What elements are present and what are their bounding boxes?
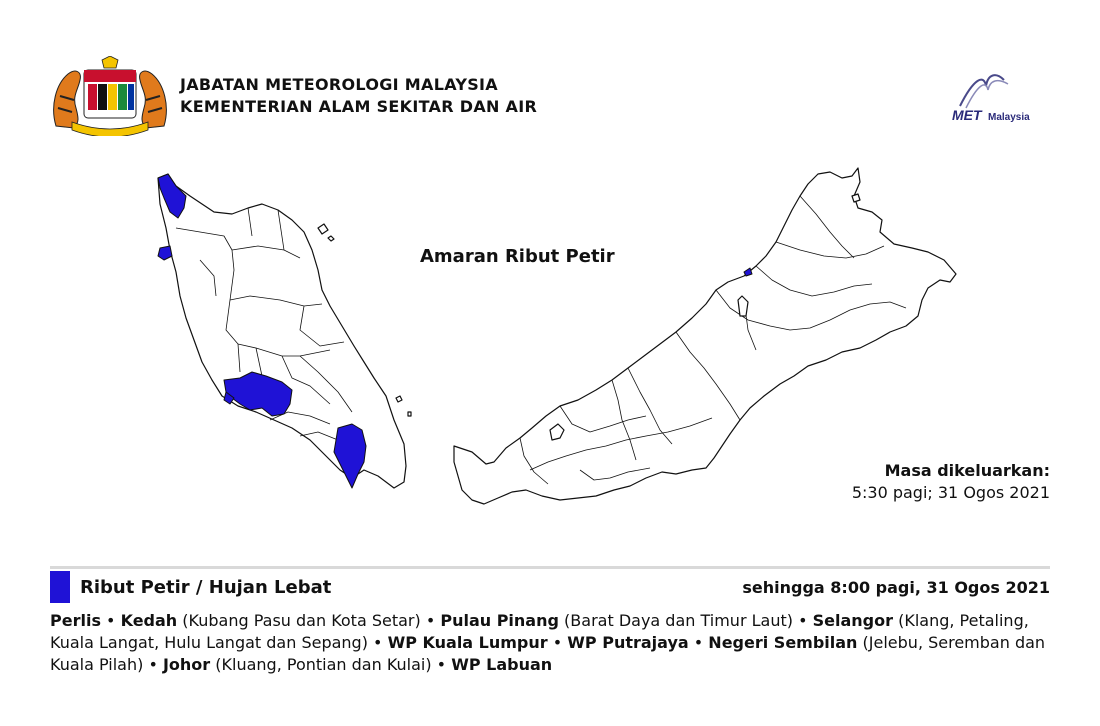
affected-areas: Perlis • Kedah (Kubang Pasu dan Kota Setar) • Pulau Pinang (Barat Daya dan Timur Laut) • Selangor (Klang, Petaling, Kuala Langat, Hulu Langat dan Sepang) • WP Kuala Lumpur • WP Putrajaya • Negeri Sembilan (Jelebu, Seremban dan Kuala Pilah) • Johor (Kluang, Pontian dan Kulai) • WP Labuan [50,611,1046,674]
legend-swatch [50,571,70,603]
header [50,56,1050,136]
east-malaysia-outline [454,168,956,504]
org-line-1: JABATAN METEOROLOGI MALAYSIA [180,75,498,94]
met-malaysia-logo-icon [930,66,1050,126]
warning-area-pulau-pinang [158,246,172,260]
coat-of-arms-icon [50,56,170,136]
organization-name [180,74,537,118]
map-title: Amaran Ribut Petir [420,246,615,267]
peninsular-malaysia-outline [158,174,406,488]
area-johor: Johor [162,655,211,674]
area-johor-detail: (Kluang, Pontian dan Kulai) [215,655,432,674]
warning-area-johor [334,424,366,488]
area-selangor-detail: (Klang, Petaling, Kuala Langat, Hulu Langat dan Sepang) [50,611,1029,652]
area-pulau-pinang: Pulau Pinang [440,611,559,630]
valid-until: sehingga 8:00 pagi, 31 Ogos 2021 [742,578,1050,597]
org-line-2: KEMENTERIAN ALAM SEKITAR DAN AIR [180,97,538,116]
legend-label: Ribut Petir / Hujan Lebat [80,577,332,598]
area-negeri-sembilan-detail: (Jelebu, Seremban dan Kuala Pilah) [50,633,1046,674]
area-wp-kuala-lumpur: WP Kuala Lumpur [387,633,548,652]
area-kedah-detail: (Kubang Pasu dan Kota Setar) [182,611,421,630]
warning-area-labuan [744,268,752,276]
svg-text:MET: MET [952,107,982,123]
area-wp-putrajaya: WP Putrajaya [567,633,689,652]
area-pulau-pinang-detail: (Barat Daya dan Timur Laut) [564,611,793,630]
area-wp-labuan: WP Labuan [451,655,553,674]
issued-label: Masa dikeluarkan: [884,461,1050,480]
divider [50,566,1050,569]
issued-value: 5:30 pagi; 31 Ogos 2021 [851,483,1050,502]
area-perlis: Perlis [50,611,101,630]
legend-row [50,571,1050,603]
area-selangor: Selangor [812,611,893,630]
issued-time [852,460,1050,504]
area-negeri-sembilan: Negeri Sembilan [708,633,858,652]
area-kedah: Kedah [120,611,178,630]
svg-text:Malaysia: Malaysia [988,112,1030,123]
